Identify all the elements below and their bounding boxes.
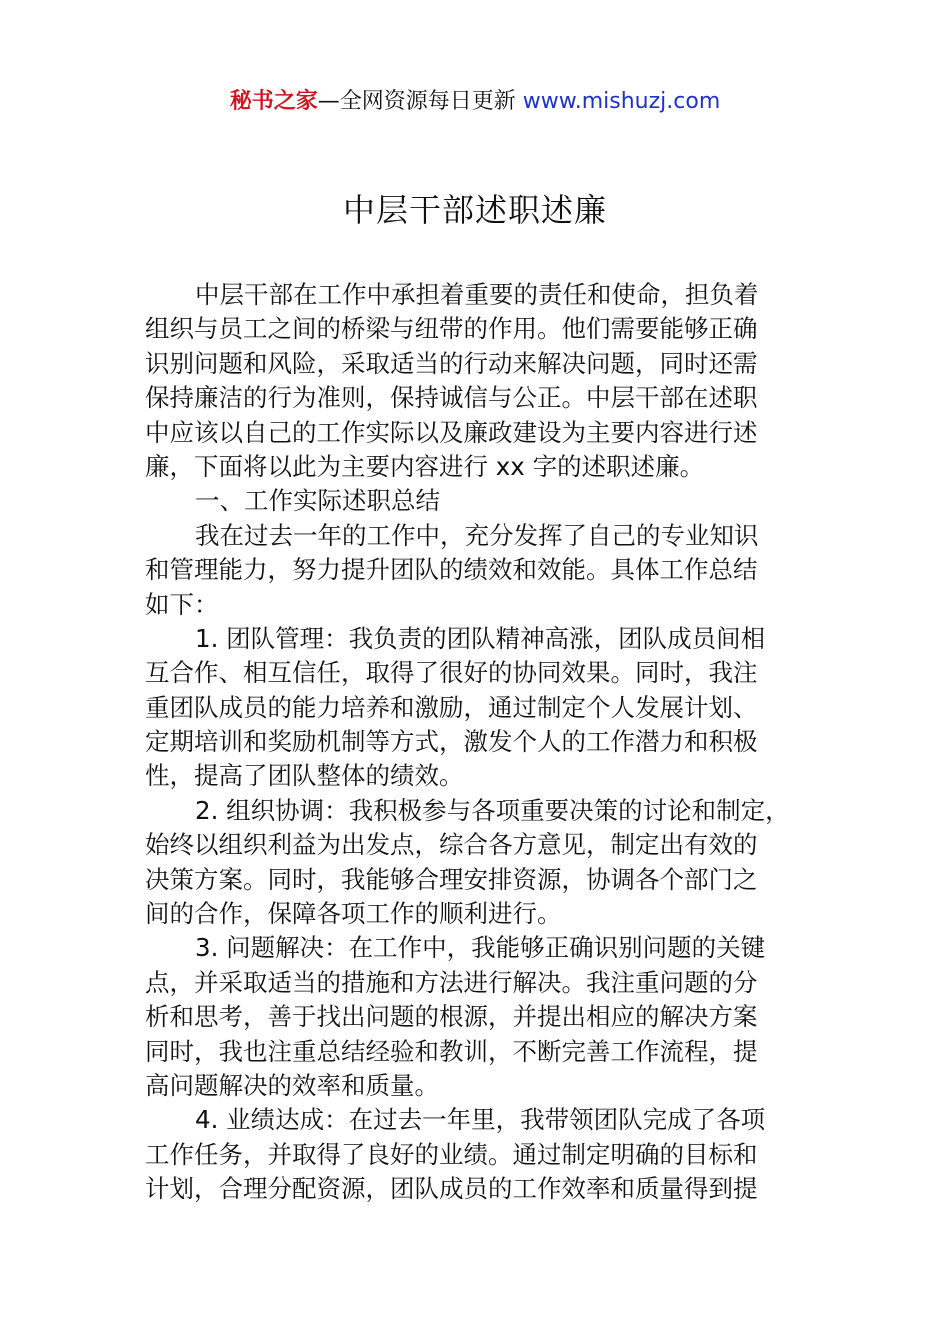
paragraph-line: 工作任务，并取得了良好的业绩。通过制定明确的目标和 <box>145 1139 758 1169</box>
paragraph-line: 计划，合理分配资源，团队成员的工作效率和质量得到提 <box>145 1174 758 1204</box>
paragraph-line: 我在过去一年的工作中，充分发挥了自己的专业知识 <box>195 520 759 550</box>
paragraph-line: 始终以组织利益为出发点，综合各方意见，制定出有效的 <box>145 830 758 860</box>
paragraph-line: 同时，我也注重总结经验和教训，不断完善工作流程，提 <box>145 1036 758 1066</box>
list-item-line: 2. 组织协调：我积极参与各项重要决策的讨论和制定， <box>195 795 790 825</box>
document-title: 中层干部述职述廉 <box>342 191 607 229</box>
paragraph-line: 间的合作，保障各项工作的顺利进行。 <box>145 899 562 929</box>
paragraph-line: 和管理能力，努力提升团队的绩效和效能。具体工作总结 <box>145 555 758 585</box>
paragraph-line: 保持廉洁的行为准则，保持诚信与公正。中层干部在述职 <box>145 383 758 413</box>
header-tagline: —全网资源每日更新 <box>317 89 523 114</box>
site-url-link[interactable]: www.mishuzj.com <box>522 89 721 114</box>
paragraph-line: 决策方案。同时，我能够合理安排资源，协调各个部门之 <box>145 864 758 894</box>
list-item-line: 3. 问题解决：在工作中，我能够正确识别问题的关键 <box>195 933 766 963</box>
paragraph-line: 识别问题和风险，采取适当的行动来解决问题，同时还需 <box>145 348 758 378</box>
paragraph-line: 定期培训和奖励机制等方式，激发个人的工作潜力和积极 <box>145 727 758 757</box>
paragraph-line: 如下： <box>145 589 219 619</box>
paragraph-line: 析和思考，善于找出问题的根源，并提出相应的解决方案 <box>145 1002 758 1032</box>
paragraph-line: 重团队成员的能力培养和激励，通过制定个人发展计划、 <box>145 692 758 722</box>
paragraph-line: 中层干部在工作中承担着重要的责任和使命，担负着 <box>195 280 759 309</box>
document-body <box>145 278 807 1207</box>
paragraph-line: 点，并采取适当的措施和方法进行解决。我注重问题的分 <box>145 967 758 997</box>
paragraph-line: 高问题解决的效率和质量。 <box>145 1070 439 1100</box>
brand-name: 秘书之家 <box>229 89 318 114</box>
paragraph-line: 中应该以自己的工作实际以及廉政建设为主要内容进行述 <box>145 417 758 447</box>
paragraph-line: 廉，下面将以此为主要内容进行 xx 字的述职述廉。 <box>145 451 705 481</box>
list-item-line: 4. 业绩达成：在过去一年里，我带领团队完成了各项 <box>195 1105 766 1135</box>
section-heading: 一、工作实际述职总结 <box>195 486 440 516</box>
paragraph-line: 组织与员工之间的桥梁与纽带的作用。他们需要能够正确 <box>145 314 758 344</box>
paragraph-line: 互合作、相互信任，取得了很好的协同效果。同时，我注 <box>145 658 758 688</box>
site-header <box>0 86 950 118</box>
paragraph-line: 性，提高了团队整体的绩效。 <box>145 761 464 791</box>
list-item-line: 1. 团队管理：我负责的团队精神高涨，团队成员间相 <box>195 623 766 653</box>
